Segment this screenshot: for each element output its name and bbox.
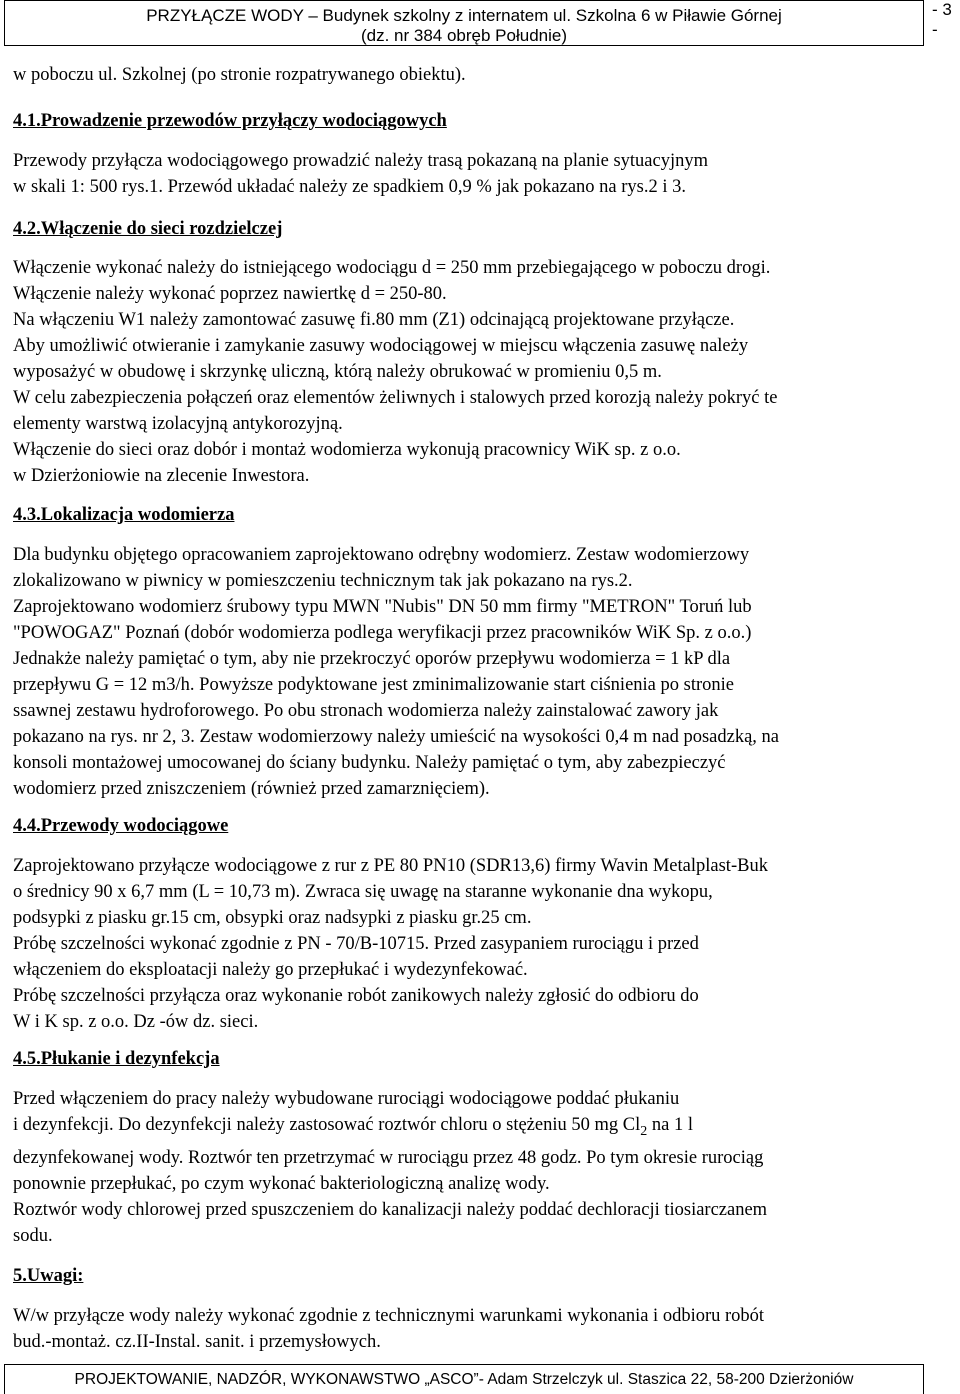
section-4-4-paragraph bbox=[13, 853, 938, 1035]
text-line: o średnicy 90 x 6,7 mm (L = 10,73 m). Zwraca się uwagę na staranne wykonanie dna wykopu, bbox=[13, 882, 713, 902]
text-line: elementy warstwą izolacyjną antykorozyjną. bbox=[13, 414, 343, 434]
text-line: Przewody przyłącza wodociągowego prowadzić należy trasą pokazaną na planie sytuacyjnym bbox=[13, 151, 708, 171]
text-line: Włączenie do sieci oraz dobór i montaż wodomierza wykonują pracownicy WiK sp. z o.o. bbox=[13, 440, 681, 460]
header-title-line2: (dz. nr 384 obręb Południe) bbox=[360, 26, 568, 45]
text-line: Zaprojektowano przyłącze wodociągowe z rur z PE 80 PN10 (SDR13,6) firmy Wavin Metalplast-Buk bbox=[13, 856, 768, 876]
page-number: - 3 - bbox=[932, 0, 952, 39]
section-4-5-paragraph bbox=[13, 1086, 938, 1249]
text-line: w poboczu ul. Szkolnej (po stronie rozpatrywanego obiektu). bbox=[13, 65, 466, 85]
footer-text: PROJEKTOWANIE, NADZÓR, WYKONAWSTWO „ASCO”- Adam Strzelczyk ul. Staszica 22, 58-200 Dzierżoniów bbox=[74, 1371, 854, 1388]
section-5-heading: 5.Uwagi: bbox=[13, 1266, 84, 1286]
section-4-4-heading: 4.4.Przewody wodociągowe bbox=[13, 816, 229, 836]
text-line: wyposażyć w obudowę i skrzynkę uliczną, którą należy obrukować w promieniu 0,5 m. bbox=[13, 362, 662, 382]
text-line-with-subscript bbox=[13, 1112, 938, 1138]
text-line: wodomierz przed zniszczeniem (również przed zamarznięciem). bbox=[13, 779, 490, 799]
section-5-paragraph bbox=[13, 1303, 938, 1355]
section-4-1-paragraph bbox=[13, 148, 938, 200]
section-4-2-heading: 4.2.Włączenie do sieci rozdzielczej bbox=[13, 219, 283, 239]
section-4-1-heading: 4.1.Prowadzenie przewodów przyłączy wodociągowych bbox=[13, 111, 447, 131]
text-line: W celu zabezpieczenia połączeń oraz elementów żeliwnych i stalowych przed korozją należy pokryć te bbox=[13, 388, 778, 408]
text-line: Próbę szczelności przyłącza oraz wykonanie robót zanikowych należy zgłosić do odbioru do bbox=[13, 986, 699, 1006]
page-footer bbox=[4, 1364, 924, 1394]
text-line: dezynfekowanej wody. Roztwór ten przetrzymać w rurociągu przez 48 godz. Po tym okresie rurociąg bbox=[13, 1148, 764, 1168]
text-fragment: na 1 l bbox=[647, 1115, 693, 1135]
section-4-3-heading: 4.3.Lokalizacja wodomierza bbox=[13, 505, 235, 525]
text-line: pokazano na rys. nr 2, 3. Zestaw wodomierzowy należy umieścić na wysokości 0,4 m nad posadzką, na bbox=[13, 727, 779, 747]
text-line: ponownie przepłukać, po czym wykonać bakteriologiczną analizę wody. bbox=[13, 1174, 550, 1194]
text-line: w Dzierżoniowie na zlecenie Inwestora. bbox=[13, 466, 310, 486]
text-line: konsoli montażowej umocowanej do ściany budynku. Należy pamiętać o tym, aby zabezpieczyć bbox=[13, 753, 726, 773]
section-4-2-paragraph bbox=[13, 255, 938, 489]
subscript-2: 2 bbox=[640, 1124, 648, 1139]
text-line: Przed włączeniem do pracy należy wybudowane rurociągi wodociągowe poddać płukaniu bbox=[13, 1089, 680, 1109]
section-4-3-paragraph bbox=[13, 542, 938, 802]
text-fragment: i dezynfekcji. Do dezynfekcji należy zastosować roztwór chloru o stężeniu 50 mg Cl bbox=[13, 1115, 641, 1135]
text-line: Dla budynku objętego opracowaniem zaprojektowano odrębny wodomierz. Zestaw wodomierzowy bbox=[13, 545, 750, 565]
text-line: Próbę szczelności wykonać zgodnie z PN - 70/B-10715. Przed zasypaniem rurociągu i przed bbox=[13, 934, 699, 954]
text-line: włączeniem do eksploatacji należy go przepłukać i wydezynfekować. bbox=[13, 960, 528, 980]
text-line: w skali 1: 500 rys.1. Przewód układać należy ze spadkiem 0,9 % jak pokazano na rys.2 i 3. bbox=[13, 177, 687, 197]
text-line: Włączenie wykonać należy do istniejącego wodociągu d = 250 mm przebiegającego w poboczu drogi. bbox=[13, 258, 771, 278]
text-line: "POWOGAZ" Poznań (dobór wodomierza podlega weryfikacji przez pracowników WiK Sp. z o.o.) bbox=[13, 623, 752, 643]
text-line: sodu. bbox=[13, 1226, 53, 1246]
text-line: Roztwór wody chlorowej przed spuszczeniem do kanalizacji należy poddać dechloracji tiosiarczanem bbox=[13, 1200, 768, 1220]
text-line: przepływu G = 12 m3/h. Powyższe podyktowane jest zminimalizowanie start ciśnienia po stronie bbox=[13, 675, 734, 695]
text-line: ssawnej zestawu hydroforowego. Po obu stronach wodomierza należy zainstalować zawory jak bbox=[13, 701, 719, 721]
text-line: W i K sp. z o.o. Dz -ów dz. sieci. bbox=[13, 1012, 259, 1032]
text-line: bud.-montaż. cz.II-Instal. sanit. i przemysłowych. bbox=[13, 1332, 381, 1352]
header-title-line1: PRZYŁĄCZE WODY – Budynek szkolny z internatem ul. Szkolna 6 w Piławie Górnej bbox=[146, 6, 782, 25]
page-header bbox=[4, 0, 924, 46]
text-line: Aby umożliwić otwieranie i zamykanie zasuwy wodociągowej w miejscu włączenia zasuwę należy bbox=[13, 336, 749, 356]
text-line: W/w przyłącze wody należy wykonać zgodnie z technicznymi warunkami wykonania i odbioru robót bbox=[13, 1306, 765, 1326]
text-line: podsypki z piasku gr.15 cm, obsypki oraz nadsypki z piasku gr.25 cm. bbox=[13, 908, 532, 928]
section-4-5-heading: 4.5.Płukanie i dezynfekcja bbox=[13, 1049, 220, 1069]
text-line: Włączenie należy wykonać poprzez nawiertkę d = 250-80. bbox=[13, 284, 447, 304]
text-line: Jednakże należy pamiętać o tym, aby nie przekroczyć oporów przepływu wodomierza = 1 kP dla bbox=[13, 649, 731, 669]
text-line: zlokalizowano w piwnicy w pomieszczeniu technicznym tak jak pokazano na rys.2. bbox=[13, 571, 633, 591]
text-line: Zaprojektowano wodomierz śrubowy typu MWN "Nubis" DN 50 mm firmy "METRON" Toruń lub bbox=[13, 597, 752, 617]
text-line: Na włączeniu W1 należy zamontować zasuwę fi.80 mm (Z1) odcinającą projektowane przyłącze. bbox=[13, 310, 735, 330]
intro-paragraph bbox=[13, 62, 938, 88]
